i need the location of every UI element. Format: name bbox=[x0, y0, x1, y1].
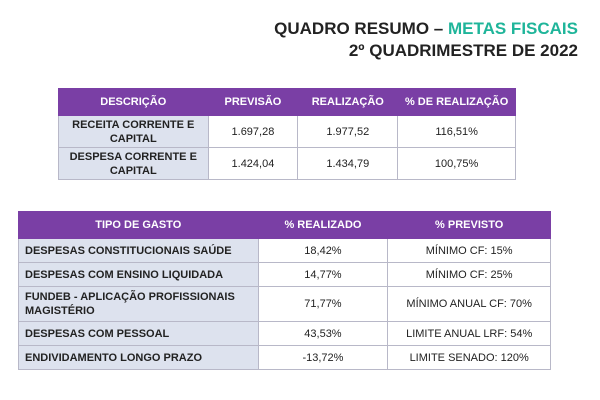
col-pct-previsto: % PREVISTO bbox=[388, 212, 551, 239]
row-label: DESPESA CORRENTE E CAPITAL bbox=[59, 148, 209, 180]
page-title bbox=[274, 18, 578, 40]
title-block bbox=[274, 18, 578, 62]
realizacao-cell: 1.434,79 bbox=[298, 148, 398, 180]
table-row bbox=[19, 346, 551, 370]
table-row bbox=[19, 287, 551, 322]
row-label: ENDIVIDAMENTO LONGO PRAZO bbox=[19, 346, 259, 370]
col-tipo-gasto: TIPO DE GASTO bbox=[19, 212, 259, 239]
page-subtitle: 2º QUADRIMESTRE DE 2022 bbox=[348, 41, 578, 60]
summary-table bbox=[58, 88, 516, 180]
realizado-cell: -13,72% bbox=[258, 346, 388, 370]
realizado-cell: 14,77% bbox=[258, 263, 388, 287]
pct-cell: 100,75% bbox=[398, 148, 516, 180]
row-label: DESPESAS COM PESSOAL bbox=[19, 322, 259, 346]
previsto-cell: MÍNIMO ANUAL CF: 70% bbox=[388, 287, 551, 322]
title-accent: METAS FISCAIS bbox=[447, 19, 578, 38]
row-label: DESPESAS COM ENSINO LIQUIDADA bbox=[19, 263, 259, 287]
table-row bbox=[19, 322, 551, 346]
col-descricao: DESCRIÇÃO bbox=[59, 89, 209, 116]
row-label: FUNDEB - APLICAÇÃO PROFISSIONAIS MAGISTÉRIO bbox=[19, 287, 259, 322]
previsto-cell: MÍNIMO CF: 15% bbox=[388, 239, 551, 263]
realizado-cell: 18,42% bbox=[258, 239, 388, 263]
pct-cell: 116,51% bbox=[398, 116, 516, 148]
row-label: DESPESAS CONSTITUCIONAIS SAÚDE bbox=[19, 239, 259, 263]
expense-table bbox=[18, 211, 551, 370]
realizado-cell: 71,77% bbox=[258, 287, 388, 322]
previsto-cell: LIMITE SENADO: 120% bbox=[388, 346, 551, 370]
table-row bbox=[19, 239, 551, 263]
col-pct-realizado: % REALIZADO bbox=[258, 212, 388, 239]
title-main: QUADRO RESUMO – bbox=[274, 19, 444, 38]
previsao-cell: 1.424,04 bbox=[208, 148, 298, 180]
previsao-cell: 1.697,28 bbox=[208, 116, 298, 148]
realizacao-cell: 1.977,52 bbox=[298, 116, 398, 148]
previsto-cell: LIMITE ANUAL LRF: 54% bbox=[388, 322, 551, 346]
col-realizacao: REALIZAÇÃO bbox=[298, 89, 398, 116]
row-label: RECEITA CORRENTE E CAPITAL bbox=[59, 116, 209, 148]
expense-header-row bbox=[19, 212, 551, 239]
col-pct-realizacao: % DE REALIZAÇÃO bbox=[398, 89, 516, 116]
table-row bbox=[59, 148, 516, 180]
realizado-cell: 43,53% bbox=[258, 322, 388, 346]
col-previsao: PREVISÃO bbox=[208, 89, 298, 116]
table-row bbox=[19, 263, 551, 287]
summary-header-row bbox=[59, 89, 516, 116]
previsto-cell: MÍNIMO CF: 25% bbox=[388, 263, 551, 287]
table-row bbox=[59, 116, 516, 148]
